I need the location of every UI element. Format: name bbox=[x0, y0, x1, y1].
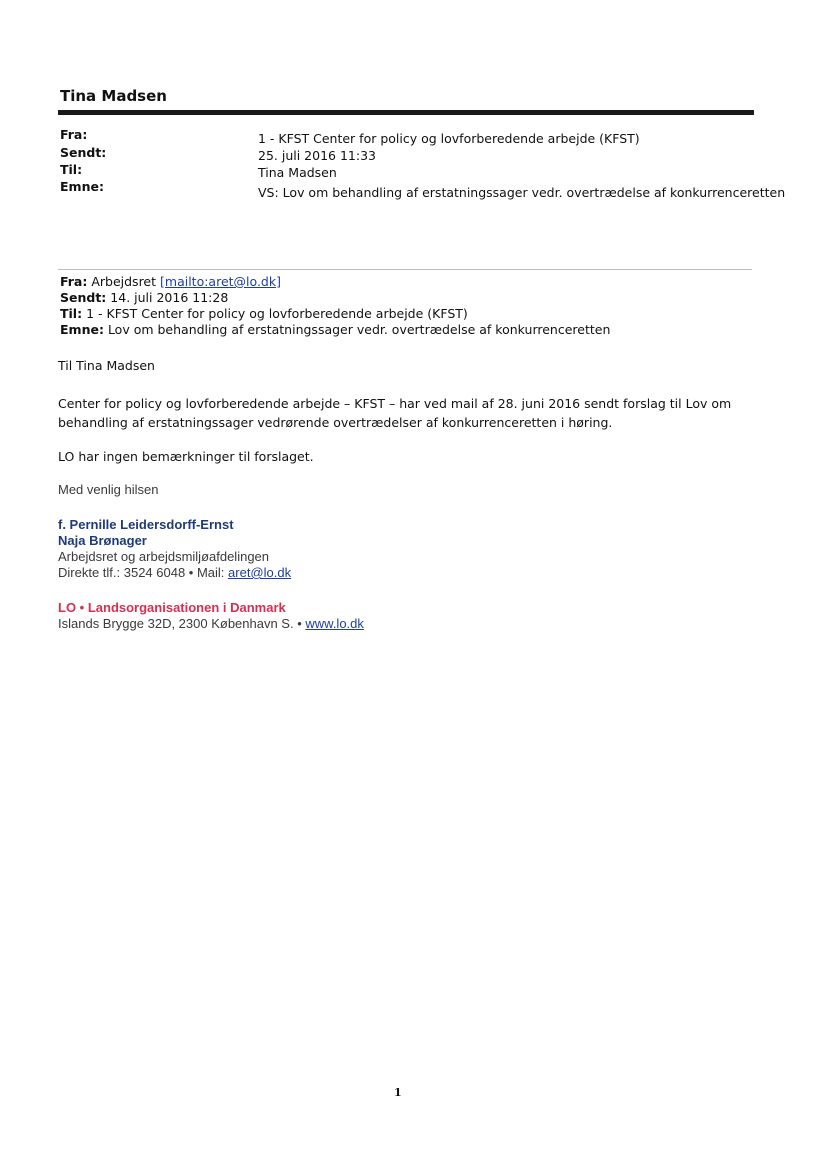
outer-from-label: Fra: bbox=[60, 127, 88, 142]
signer-line-1: f. Pernille Leidersdorff-Ernst bbox=[58, 517, 234, 532]
fwd-sent-label: Sendt: bbox=[60, 290, 107, 305]
owner-rule bbox=[58, 110, 754, 115]
fwd-mailto-link[interactable]: [mailto:aret@lo.dk] bbox=[160, 274, 281, 289]
greeting: Til Tina Madsen bbox=[58, 358, 155, 373]
address-text: Islands Brygge 32D, 2300 København S. • bbox=[58, 616, 306, 631]
fwd-sent-row bbox=[60, 290, 228, 306]
fwd-subject-value: Lov om behandling af erstatningssager vedr. overtrædelse af konkurrenceretten bbox=[107, 322, 611, 337]
forward-divider bbox=[58, 269, 752, 270]
page-number: 1 bbox=[394, 1086, 402, 1099]
email-link[interactable]: aret@lo.dk bbox=[228, 565, 292, 580]
fwd-to-value: 1 - KFST Center for policy og lovforberedende arbejde (KFST) bbox=[86, 306, 468, 321]
outer-to-value: Tina Madsen bbox=[258, 165, 337, 180]
fwd-from-label: Fra: bbox=[60, 274, 88, 289]
outer-subject-value: VS: Lov om behandling af erstatningssager vedr. overtrædelse af konkurrenceretten bbox=[258, 185, 786, 200]
phone-text: Direkte tlf.: 3524 6048 • Mail: bbox=[58, 565, 229, 580]
fwd-from-row bbox=[60, 274, 281, 290]
outer-from-value: 1 - KFST Center for policy og lovforberedende arbejde (KFST) bbox=[258, 131, 640, 146]
outer-sent-value: 25. juli 2016 11:33 bbox=[258, 148, 376, 163]
owner-name: Tina Madsen bbox=[60, 87, 167, 105]
contact-line bbox=[58, 565, 291, 581]
fwd-to-row bbox=[60, 306, 468, 322]
fwd-sent-value: 14. juli 2016 11:28 bbox=[110, 290, 229, 305]
outer-to-label: Til: bbox=[60, 162, 83, 177]
website-link[interactable]: www.lo.dk bbox=[305, 616, 364, 631]
fwd-to-label: Til: bbox=[60, 306, 83, 321]
fwd-subject-label: Emne: bbox=[60, 322, 104, 337]
paragraph-1-line-1: Center for policy og lovforberedende arbejde – KFST – har ved mail af 28. juni 2016 sendt forslag til Lov om bbox=[58, 396, 732, 411]
organization: LO • Landsorganisationen i Danmark bbox=[58, 600, 286, 615]
signer-line-2: Naja Brønager bbox=[58, 533, 147, 548]
paragraph-1-line-2: behandling af erstatningssager vedrørende overtrædelser af konkurrenceretten i høring. bbox=[58, 415, 613, 430]
paragraph-2: LO har ingen bemærkninger til forslaget. bbox=[58, 449, 314, 464]
department: Arbejdsret og arbejdsmiljøafdelingen bbox=[58, 549, 270, 564]
address-line bbox=[58, 616, 364, 632]
fwd-from-value: Arbejdsret bbox=[91, 274, 157, 289]
outer-sent-label: Sendt: bbox=[60, 145, 107, 160]
fwd-subject-row bbox=[60, 322, 610, 338]
outer-subject-label: Emne: bbox=[60, 179, 104, 194]
closing: Med venlig hilsen bbox=[58, 482, 159, 497]
